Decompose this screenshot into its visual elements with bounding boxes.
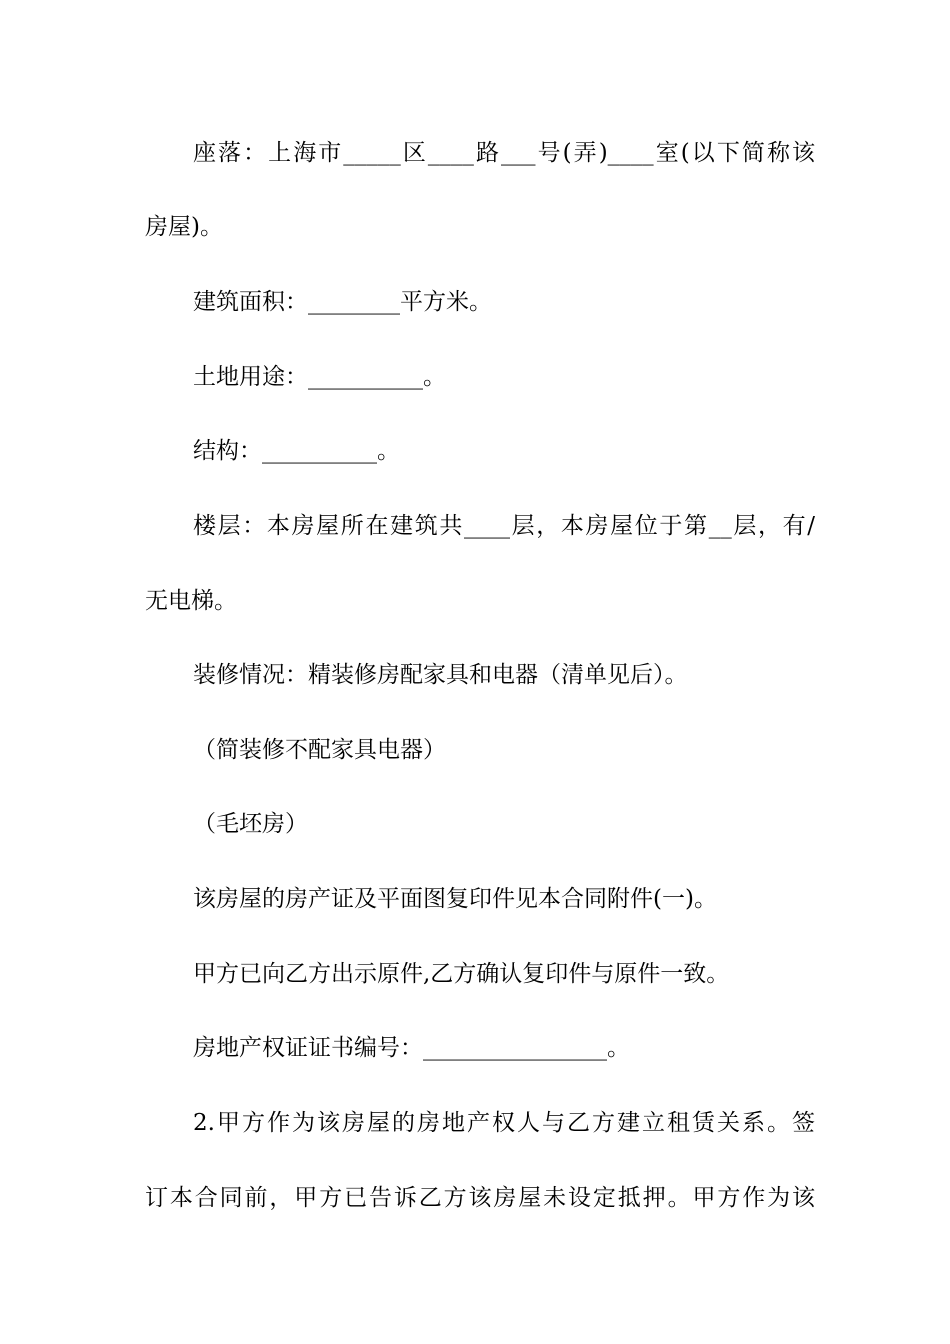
paragraph-lease-relation-line-2: 订本合同前，甲方已告诉乙方该房屋未设定抵押。甲方作为该 (145, 1185, 815, 1211)
paragraph-rough-house: （毛坯房） (193, 811, 308, 837)
paragraph-floor-line-2: 无电梯。 (145, 588, 237, 614)
paragraph-lease-relation-line-1: 2.甲方作为该房屋的房地产权人与乙方建立租赁关系。签 (193, 1110, 815, 1136)
paragraph-location-line-1: 座落：上海市_____区____路___号(弄)____室(以下简称该 (193, 140, 815, 166)
paragraph-structure: 结构：__________。 (193, 438, 400, 464)
paragraph-certificate-copy: 该房屋的房产证及平面图复印件见本合同附件(一)。 (193, 886, 717, 912)
paragraph-original-shown: 甲方已向乙方出示原件,乙方确认复印件与原件一致。 (193, 961, 730, 987)
paragraph-land-use: 土地用途：__________。 (193, 364, 446, 390)
paragraph-certificate-number: 房地产权证证书编号：________________。 (193, 1035, 630, 1061)
paragraph-simple-decoration: （简装修不配家具电器） (193, 737, 446, 763)
paragraph-building-area: 建筑面积：________平方米。 (193, 289, 492, 315)
paragraph-decoration: 装修情况：精装修房配家具和电器（清单见后）。 (193, 662, 688, 688)
paragraph-location-line-2: 房屋)。 (145, 214, 223, 240)
paragraph-floor-line-1: 楼层：本房屋所在建筑共____层，本房屋位于第__层，有/ (193, 513, 815, 539)
